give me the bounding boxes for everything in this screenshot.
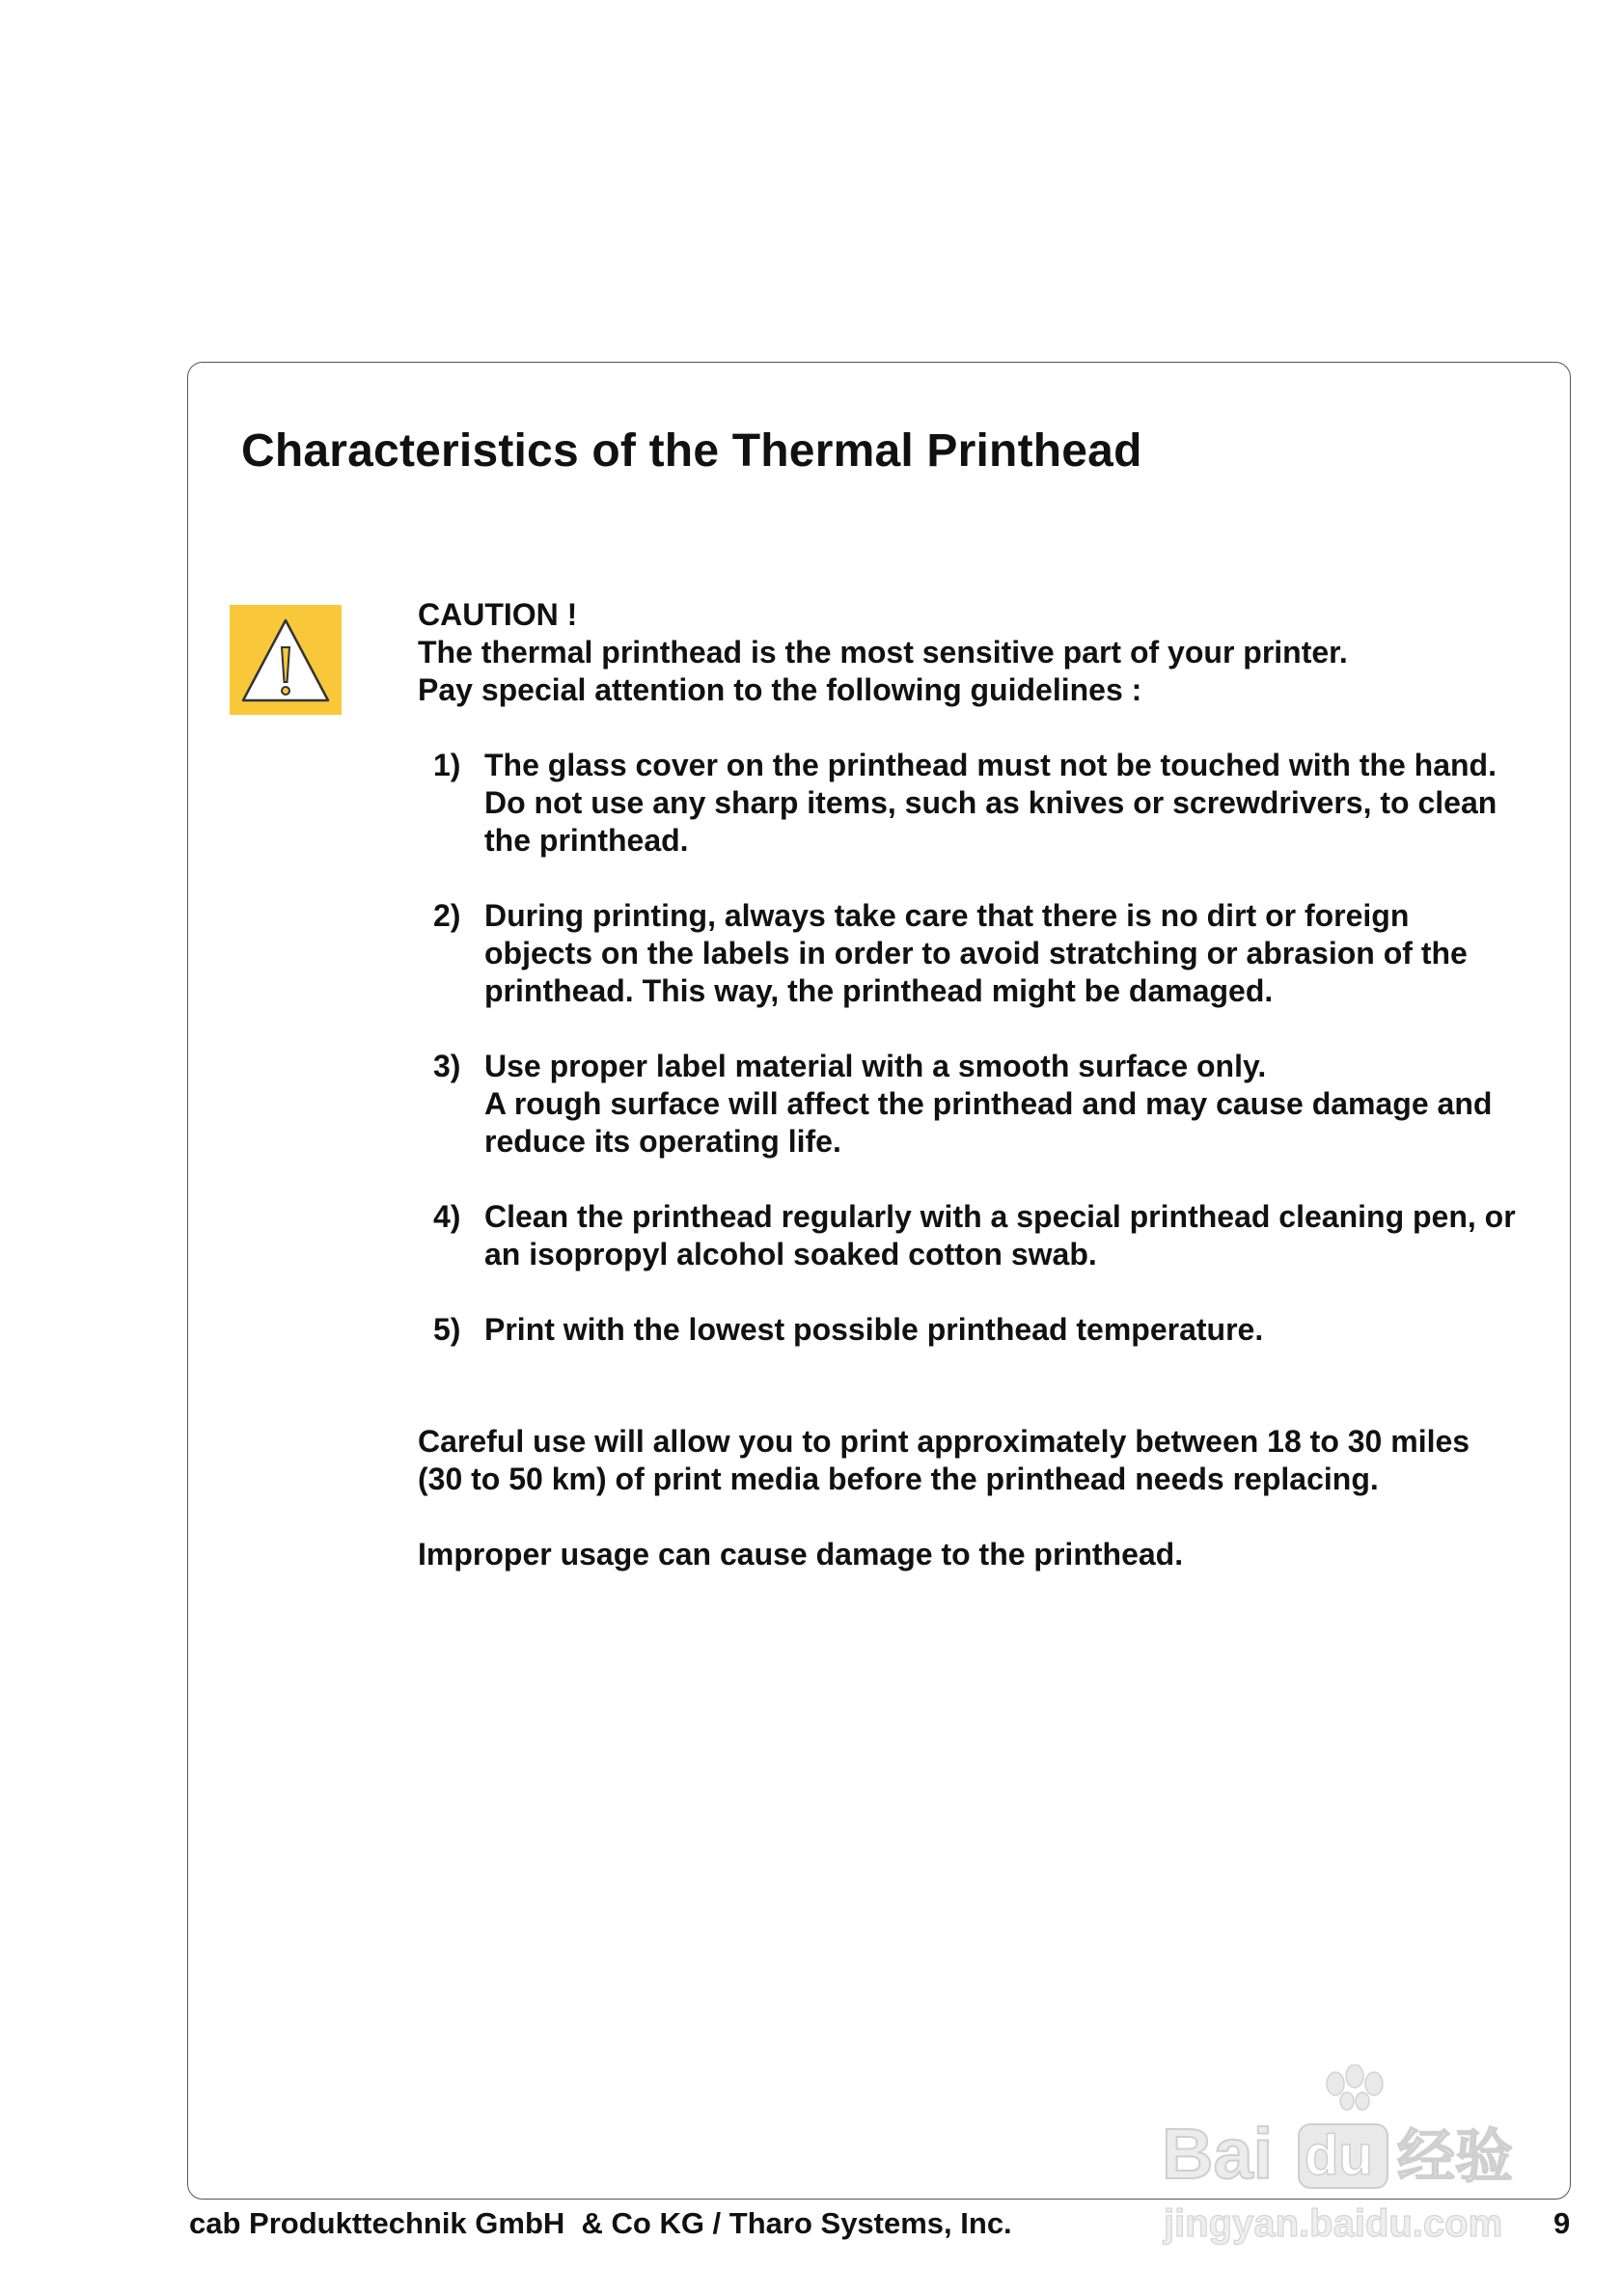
guideline-item — [418, 1048, 1556, 1161]
guideline-number: 1) — [433, 748, 461, 782]
watermark-chinese-text: 经验 — [1397, 2123, 1513, 2191]
guideline-text: The glass cover on the printhead must not be touched with the hand. Do not use any sharp items, such as knives or screwdrivers, to clean the printhead. — [484, 748, 1497, 858]
footer-company: cab Produkttechnik GmbH & Co KG / Tharo Systems, Inc. — [189, 2206, 1012, 2240]
watermark-logo-text: Bai — [1162, 2114, 1274, 2194]
watermark-url-text: jingyan.baidu.com — [1164, 2202, 1503, 2245]
damage-note: Improper usage can cause damage to the printhead. — [418, 1537, 1184, 1572]
guideline-item — [418, 1311, 1556, 1349]
watermark-logo-box-text: du — [1305, 2124, 1373, 2187]
guideline-text: During printing, always take care that there is no dirt or foreign objects on the labels in order to avoid stratching or abrasion of the printhead. This way, the printhead might be damaged. — [484, 898, 1468, 1008]
guideline-number: 3) — [433, 1049, 461, 1083]
guideline-text: Use proper label material with a smooth surface only. A rough surface will affect the printhead and may cause damage and reduce its operating life. — [484, 1049, 1493, 1159]
guideline-number: 2) — [433, 898, 461, 933]
caution-line: The thermal printhead is the most sensitive part of your printer. — [418, 635, 1348, 670]
caution-line: Pay special attention to the following guidelines : — [418, 672, 1142, 707]
guideline-item — [418, 897, 1556, 1010]
warning-triangle-icon — [230, 605, 342, 715]
caution-heading: CAUTION ! — [418, 597, 578, 632]
lifetime-note: Careful use will allow you to print approximately between 18 to 30 miles (30 to 50 km) of print media before the printhead needs replacing. — [418, 1424, 1470, 1496]
guideline-text: Print with the lowest possible printhead temperature. — [484, 1312, 1264, 1347]
guideline-item — [418, 747, 1556, 860]
notes — [418, 1423, 1556, 1573]
guideline-text: Clean the printhead regularly with a special printhead cleaning pen, or an isopropyl alcohol soaked cotton swab. — [484, 1199, 1516, 1271]
caution-content — [418, 596, 1556, 1573]
baidu-watermark — [1154, 2064, 1540, 2257]
guideline-item — [418, 1198, 1556, 1273]
guidelines-list — [418, 747, 1556, 1349]
page-number: 9 — [1553, 2206, 1571, 2240]
guideline-number: 5) — [433, 1312, 461, 1347]
page-title: Characteristics of the Thermal Printhead — [241, 425, 1142, 477]
guideline-number: 4) — [433, 1199, 461, 1234]
